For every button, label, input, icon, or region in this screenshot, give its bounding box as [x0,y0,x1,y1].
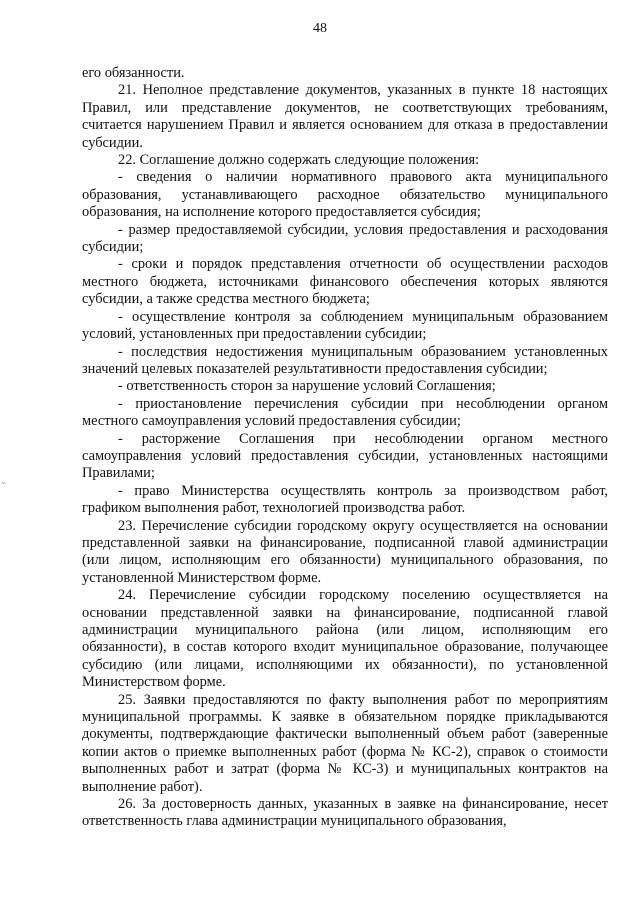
list-item: - приостановление перечисления субсидии при несоблюдении органом местного самоуправления условий предоставления субсидии; [82,395,608,430]
list-item: - право Министерства осуществлять контроль за производством работ, графиком выполнения работ, технологией производства работ. [82,482,608,517]
paragraph: 21. Неполное представление документов, указанных в пункте 18 настоящих Правил, или представление документов, не соответствующих требованиям, считается нарушением Правил и является основанием для отказа в предоставлении субсидии. [82,82,608,151]
paragraph: 24. Перечисление субсидии городскому поселению осуществляется на основании представленной заявки на финансирование, подписанной главой администрации муниципального района (или лицом, исполняющим его обязанности), в состав которого входит муниципальное образование, получающее субсидию (или лицами, исполняющими их обязанности), по установленной Министерством форме. [82,587,608,691]
list-item: - расторжение Соглашения при несоблюдении органом местного самоуправления условий предоставления субсидии, установленных настоящими Правилами; [82,430,608,482]
paragraph: 23. Перечисление субсидии городскому округу осуществляется на основании представленной заявки на финансирование, подписанной главой администрации (или лицом, исполняющим его обязанности) муниципального образования, по установленной Министерством форме. [82,517,608,586]
margin-mark: ˇ [2,481,5,491]
paragraph: его обязанности. [82,65,185,81]
paragraph: 25. Заявки предоставляются по факту выполнения работ по мероприятиям муниципальной программы. К заявке в обязательном порядке прикладываются документы, подтверждающие фактически выполненный объем работ (заверенные копии актов о приемке выполненных работ (форма № КС-2), справок о стоимости выполненных работ и затрат (форма № КС-3) и муниципальных контрактов на выполнение работ). [82,691,608,795]
list-item: - сведения о наличии нормативного правового акта муниципального образования, устанавливающего расходное обязательство муниципального образования, на исполнение которого предоставляется субсидия; [82,169,608,221]
list-item: - ответственность сторон за нарушение условий Соглашения; [118,378,496,395]
list-item: - сроки и порядок представления отчетности об осуществлении расходов местного бюджета, источниками финансового обеспечения которых являются субсидии, а также средства местного бюджета; [82,256,608,308]
list-item: - размер предоставляемой субсидии, условия предоставления и расходования субсидии; [82,221,608,256]
paragraph: 22. Соглашение должно содержать следующие положения: [118,152,480,169]
page-number: 48 [313,21,327,36]
paragraph: 26. За достоверность данных, указанных в заявке на финансирование, несет ответственность глава администрации муниципального образования, [82,796,608,830]
list-item: - последствия недостижения муниципальным образованием установленных значений целевых показателей результативности предоставления субсидии; [82,343,608,377]
list-item: - осуществление контроля за соблюдением муниципальным образованием условий, установленных при предоставлении субсидии; [82,308,608,343]
body-text [82,65,608,831]
